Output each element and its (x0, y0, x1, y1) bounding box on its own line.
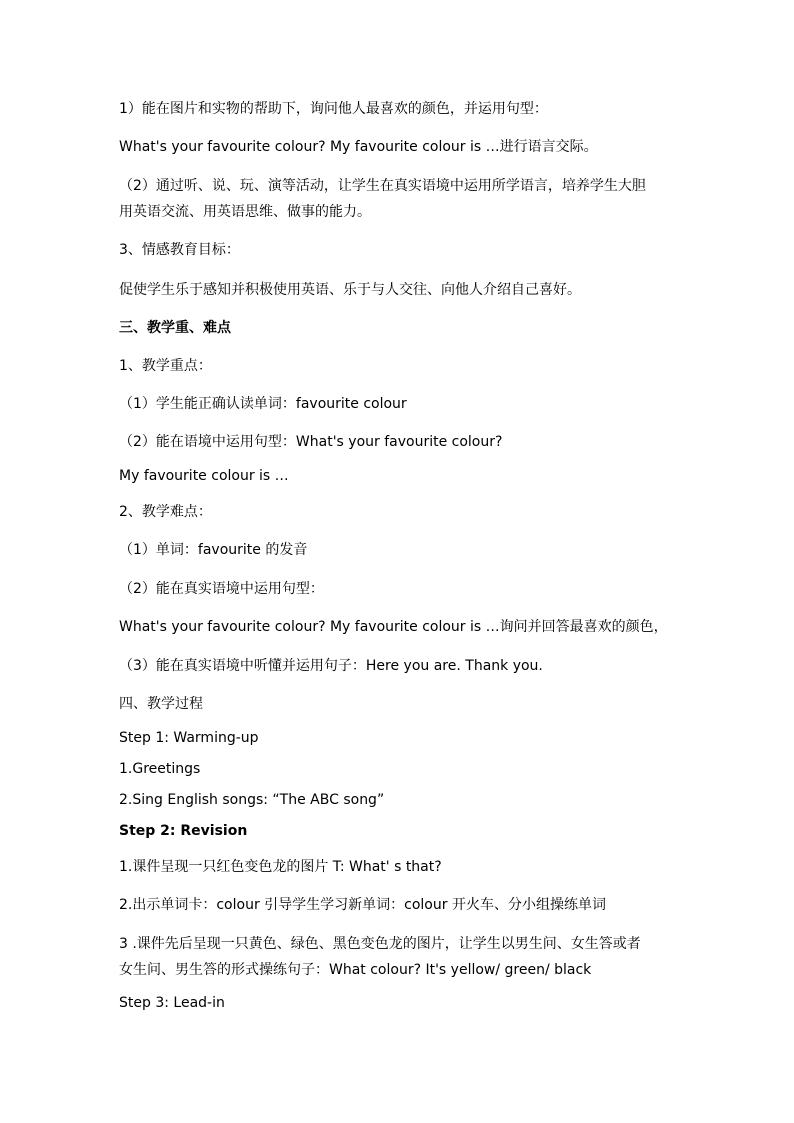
text-line-15: What's your favourite colour? My favourite colour is …询问并回答最喜欢的颜色， (119, 619, 668, 635)
text-line-18: Step 1: Warming-up (119, 730, 259, 746)
text-line-16: （3）能在真实语境中听懂并运用句子：Here you are. Thank you. (119, 658, 543, 674)
text-line-1: 1）能在图片和实物的帮助下，询问他人最喜欢的颜色，并运用句型： (119, 101, 548, 117)
text-line-23: 2.出示单词卡：colour 引导学生学习新单词：colour 开火车、分小组操练单词 (119, 897, 606, 913)
text-line-14: （2）能在真实语境中运用句型： (119, 581, 324, 597)
step-heading-revision: Step 2: Revision (119, 823, 248, 839)
text-line-9: （1）学生能正确认读单词：favourite colour (119, 396, 407, 412)
text-line-13: （1）单词：favourite 的发音 (119, 542, 308, 558)
text-line-2: What's your favourite colour? My favourite colour is …进行语言交际。 (119, 139, 598, 155)
text-line-19: 1.Greetings (119, 761, 201, 777)
text-line-8: 1、教学重点： (119, 358, 212, 374)
text-line-25: 女生问、男生答的形式操练句子：What colour? It's yellow/ green/ black (119, 962, 592, 978)
text-line-4: 用英语交流、用英语思维、做事的能力。 (119, 204, 371, 220)
text-line-6: 促使学生乐于感知并积极使用英语、乐于与人交往、向他人介绍自己喜好。 (119, 282, 581, 298)
section-heading-teaching-process: 四、教学过程 (119, 696, 203, 712)
text-line-24: 3 .课件先后呈现一只黄色、绿色、黑色变色龙的图片，让学生以男生问、女生答或者 (119, 936, 641, 952)
text-line-5: 3、情感教育目标： (119, 242, 240, 258)
text-line-12: 2、教学难点： (119, 504, 212, 520)
text-line-3: （2）通过听、说、玩、演等活动，让学生在真实语境中运用所学语言，培养学生大胆 (119, 178, 646, 194)
section-heading-key-points: 三、教学重、难点 (119, 320, 231, 336)
text-line-11: My favourite colour is … (119, 468, 289, 484)
text-line-20: 2.Sing English songs: “The ABC song” (119, 792, 385, 808)
text-line-26: Step 3: Lead-in (119, 995, 225, 1011)
text-line-10: （2）能在语境中运用句型：What's your favourite colour? (119, 434, 503, 450)
text-line-22: 1.课件呈现一只红色变色龙的图片 T: What' s that? (119, 859, 442, 875)
